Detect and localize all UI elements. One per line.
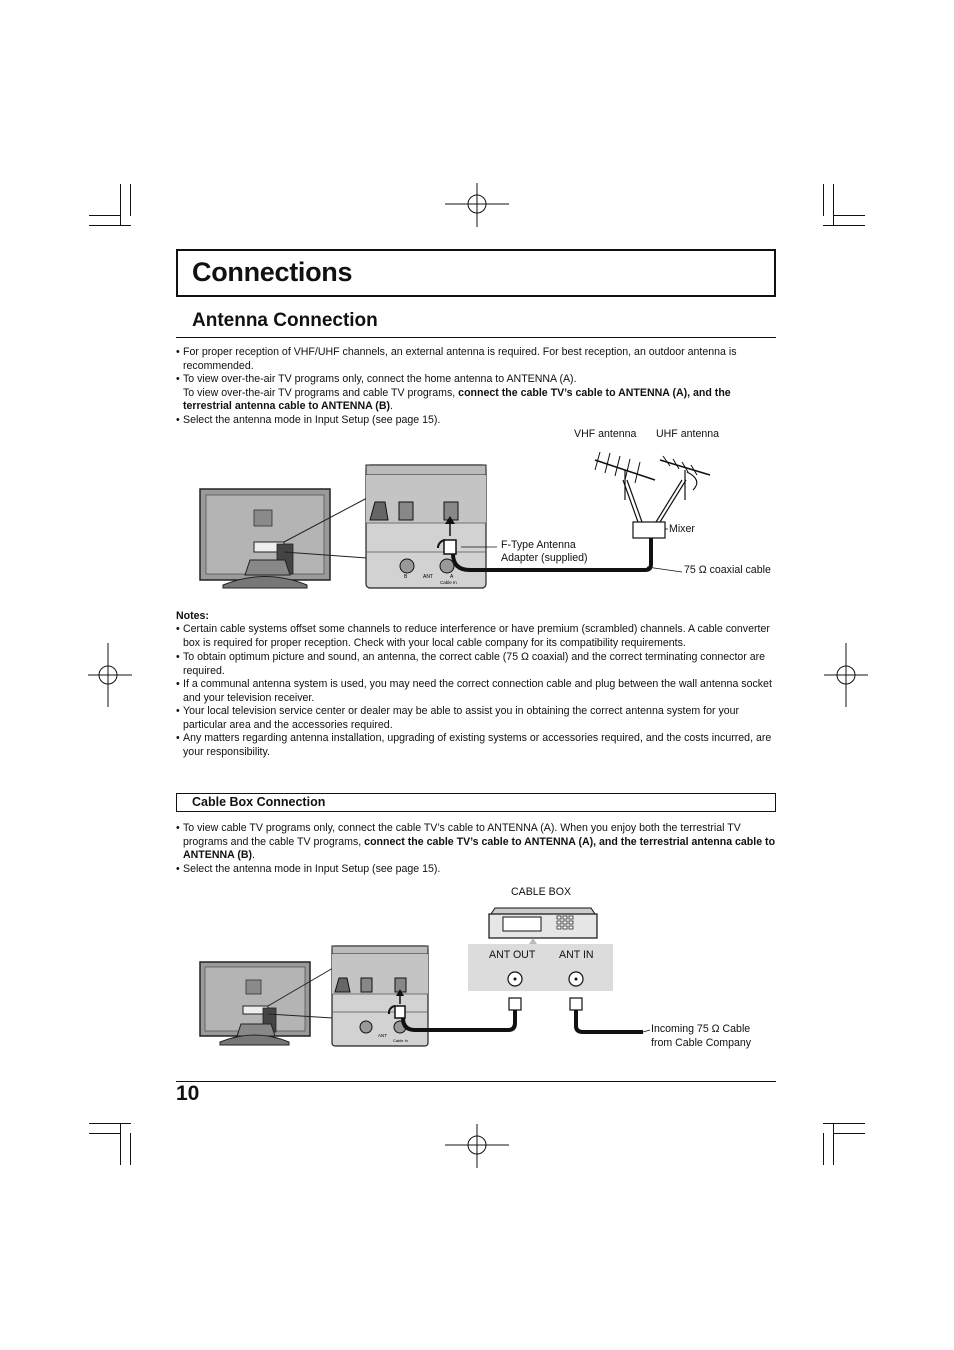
note-item-5: • Any matters regarding antenna installation, upgrading of existing systems or accessories required, and the costs incurred, are your responsibility. <box>176 732 772 758</box>
panel-cable-in-label: Cable In <box>440 580 457 585</box>
registration-mark-bottom <box>445 1124 509 1168</box>
panel-b-label: B <box>404 574 408 580</box>
cable-box-heading: Cable Box Connection <box>192 795 326 809</box>
coax-cable-label: 75 Ω coaxial cable <box>684 564 771 576</box>
incoming-cable-label-1: Incoming 75 Ω Cable <box>651 1023 751 1035</box>
ant-out-label: ANT OUT <box>489 949 536 961</box>
page-title-box <box>176 249 776 297</box>
mixer-box <box>633 522 665 538</box>
notes-heading: Notes: <box>176 610 209 622</box>
adapter-label-2: Adapter (supplied) <box>501 552 588 564</box>
cable-box-label: CABLE BOX <box>511 886 572 898</box>
tv-rear-illustration <box>200 489 330 588</box>
ant-in-label: ANT IN <box>559 949 594 961</box>
cable-box-icon <box>489 908 597 944</box>
panel-a-label: A <box>450 574 454 580</box>
note-item-1: • Certain cable systems offset some channels to reduce interference or have premium (scrambled) channels. A cable converter box is required for proper reception. Check with your local cable company for its compatibility requirements. <box>176 623 770 649</box>
note-item-3: • If a communal antenna system is used, you may need the correct connection cable and plug between the wall antenna socket and your television receiver. <box>176 678 772 704</box>
panel2-ant-label: ANT <box>378 1033 387 1038</box>
section-rule <box>176 337 776 338</box>
panel2-cable-in-label: Cable In <box>393 1038 408 1043</box>
antenna-bullet-3: • Select the antenna mode in Input Setup (see page 15). <box>176 414 441 426</box>
cablebox-bullet-1: • To view cable TV programs only, connect the cable TV’s cable to ANTENNA (A). When you enjoy both the terrestrial TV programs and the cable TV programs, connect the cable TV’s cable to ANTENNA (A), and the terrestrial antenna cable to ANTENNA (B). <box>176 822 776 862</box>
panel-ant-label: ANT <box>423 574 433 580</box>
uhf-antenna-label: UHF antenna <box>656 428 720 440</box>
registration-mark-left <box>88 643 132 707</box>
footer-rule <box>176 1081 776 1082</box>
antenna-bullet-1: • For proper reception of VHF/UHF channels, an external antenna is required. For best reception, an outdoor antenna is recommended. <box>176 346 737 372</box>
adapter-label-1: F-Type Antenna <box>501 539 576 551</box>
note-item-2: • To obtain optimum picture and sound, an antenna, the correct cable (75 Ω coaxial) and the correct terminating connector are required. <box>176 651 766 677</box>
note-item-4: • Your local television service center or dealer may be able to assist you in obtaining the correct antenna system for your particular area and the accessories required. <box>176 705 740 731</box>
vhf-antenna-label: VHF antenna <box>574 428 637 440</box>
registration-mark-right <box>824 643 868 707</box>
page-number: 10 <box>176 1082 200 1105</box>
cablebox-bullet-2: • Select the antenna mode in Input Setup (see page 15). <box>176 863 441 875</box>
uhf-antenna-icon <box>660 456 710 500</box>
tv-rear-illustration-2 <box>200 962 310 1045</box>
antenna-bullet-2: • To view over-the-air TV programs only, connect the home antenna to ANTENNA (A). To view over-the-air TV programs and cable TV programs, connect the cable TV’s cable to ANTENNA (A), and the terrestrial antenna cable to ANTENNA (B). <box>176 373 731 413</box>
registration-mark-top <box>445 183 509 227</box>
antenna-diagram-art <box>195 440 695 600</box>
section-title: Antenna Connection <box>192 310 378 331</box>
cablebox-diagram-art <box>195 900 655 1050</box>
incoming-cable-label-2: from Cable Company <box>651 1037 752 1049</box>
mixer-label: Mixer <box>669 523 695 535</box>
page-title: Connections <box>192 257 353 287</box>
vhf-antenna-icon <box>595 452 655 500</box>
cable-box-heading-box <box>176 793 776 812</box>
